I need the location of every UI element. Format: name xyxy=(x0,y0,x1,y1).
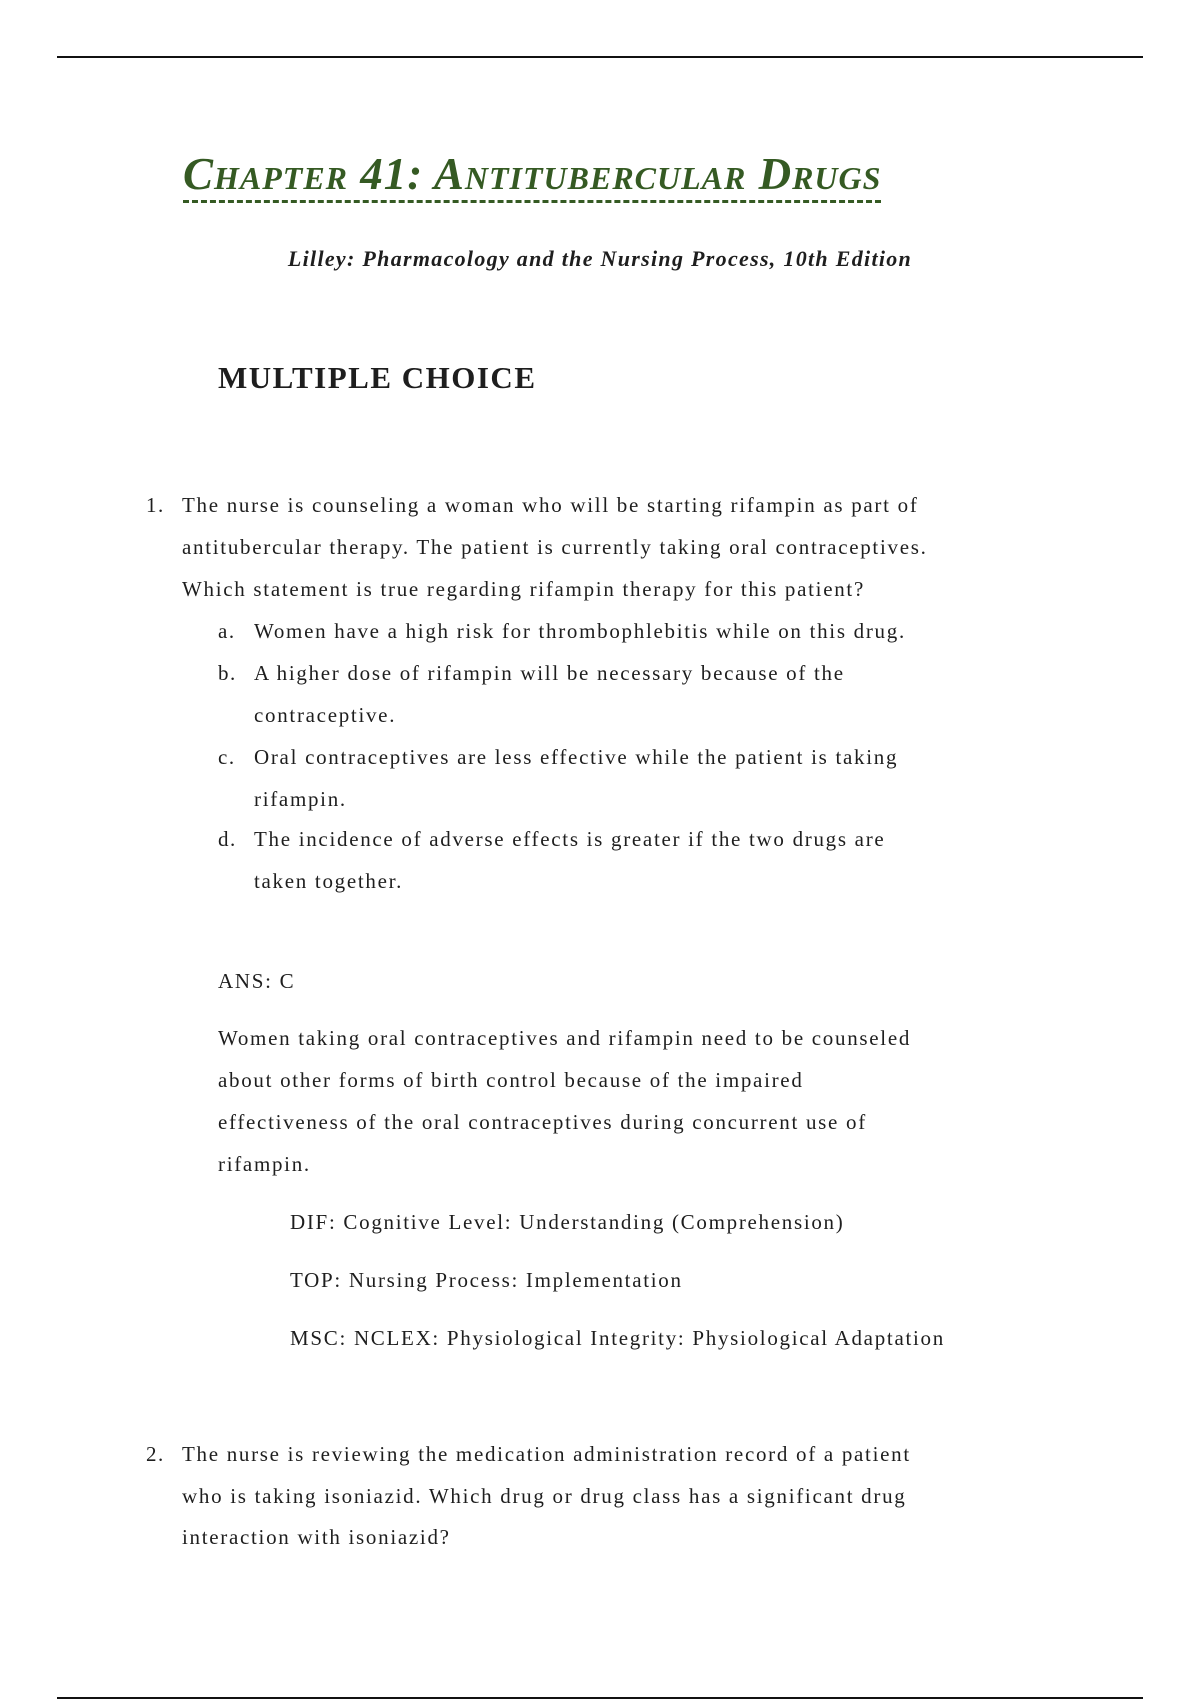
top-rule xyxy=(57,56,1143,58)
option-text: contraceptive. xyxy=(254,703,397,727)
difficulty-tag: DIF: Cognitive Level: Understanding (Comprehension) xyxy=(290,1210,845,1234)
book-subtitle: Lilley: Pharmacology and the Nursing Process, 10th Edition xyxy=(287,246,913,271)
question-stem-line: antitubercular therapy. The patient is currently taking oral contraceptives. xyxy=(182,535,928,559)
option-letter: d. xyxy=(218,827,237,851)
question-number: 1. xyxy=(146,493,165,517)
question-stem-line: Which statement is true regarding rifampin therapy for this patient? xyxy=(182,577,865,601)
question-stem-line: who is taking isoniazid. Which drug or drug class has a significant drug xyxy=(182,1484,907,1508)
answer-key: ANS: C xyxy=(218,969,296,993)
question-number: 2. xyxy=(146,1442,165,1466)
question-stem-line: The nurse is reviewing the medication administration record of a patient xyxy=(182,1442,911,1466)
option-letter: b. xyxy=(218,661,237,685)
option-text: rifampin. xyxy=(254,787,347,811)
bottom-rule xyxy=(57,1697,1143,1699)
section-heading: MULTIPLE CHOICE xyxy=(218,360,537,395)
option-text: Women have a high risk for thrombophlebitis while on this drug. xyxy=(254,619,906,643)
rationale-line: Women taking oral contraceptives and rifampin need to be counseled xyxy=(218,1026,912,1050)
msc-tag: MSC: NCLEX: Physiological Integrity: Physiological Adaptation xyxy=(290,1326,945,1350)
option-letter: c. xyxy=(218,745,236,769)
option-text: A higher dose of rifampin will be necessary because of the xyxy=(254,661,845,685)
topic-tag: TOP: Nursing Process: Implementation xyxy=(290,1268,683,1292)
question-stem-line: The nurse is counseling a woman who will be starting rifampin as part of xyxy=(182,493,919,517)
rationale-line: effectiveness of the oral contraceptives during concurrent use of xyxy=(218,1110,867,1134)
question-stem-line: interaction with isoniazid? xyxy=(182,1525,451,1549)
rationale-line: rifampin. xyxy=(218,1152,311,1176)
option-text: taken together. xyxy=(254,869,404,893)
chapter-title: Chapter 41: Antitubercular Drugs xyxy=(183,148,881,203)
option-text: Oral contraceptives are less effective while the patient is taking xyxy=(254,745,899,769)
rationale-line: about other forms of birth control because of the impaired xyxy=(218,1068,804,1092)
option-letter: a. xyxy=(218,619,236,643)
option-text: The incidence of adverse effects is greater if the two drugs are xyxy=(254,827,886,851)
